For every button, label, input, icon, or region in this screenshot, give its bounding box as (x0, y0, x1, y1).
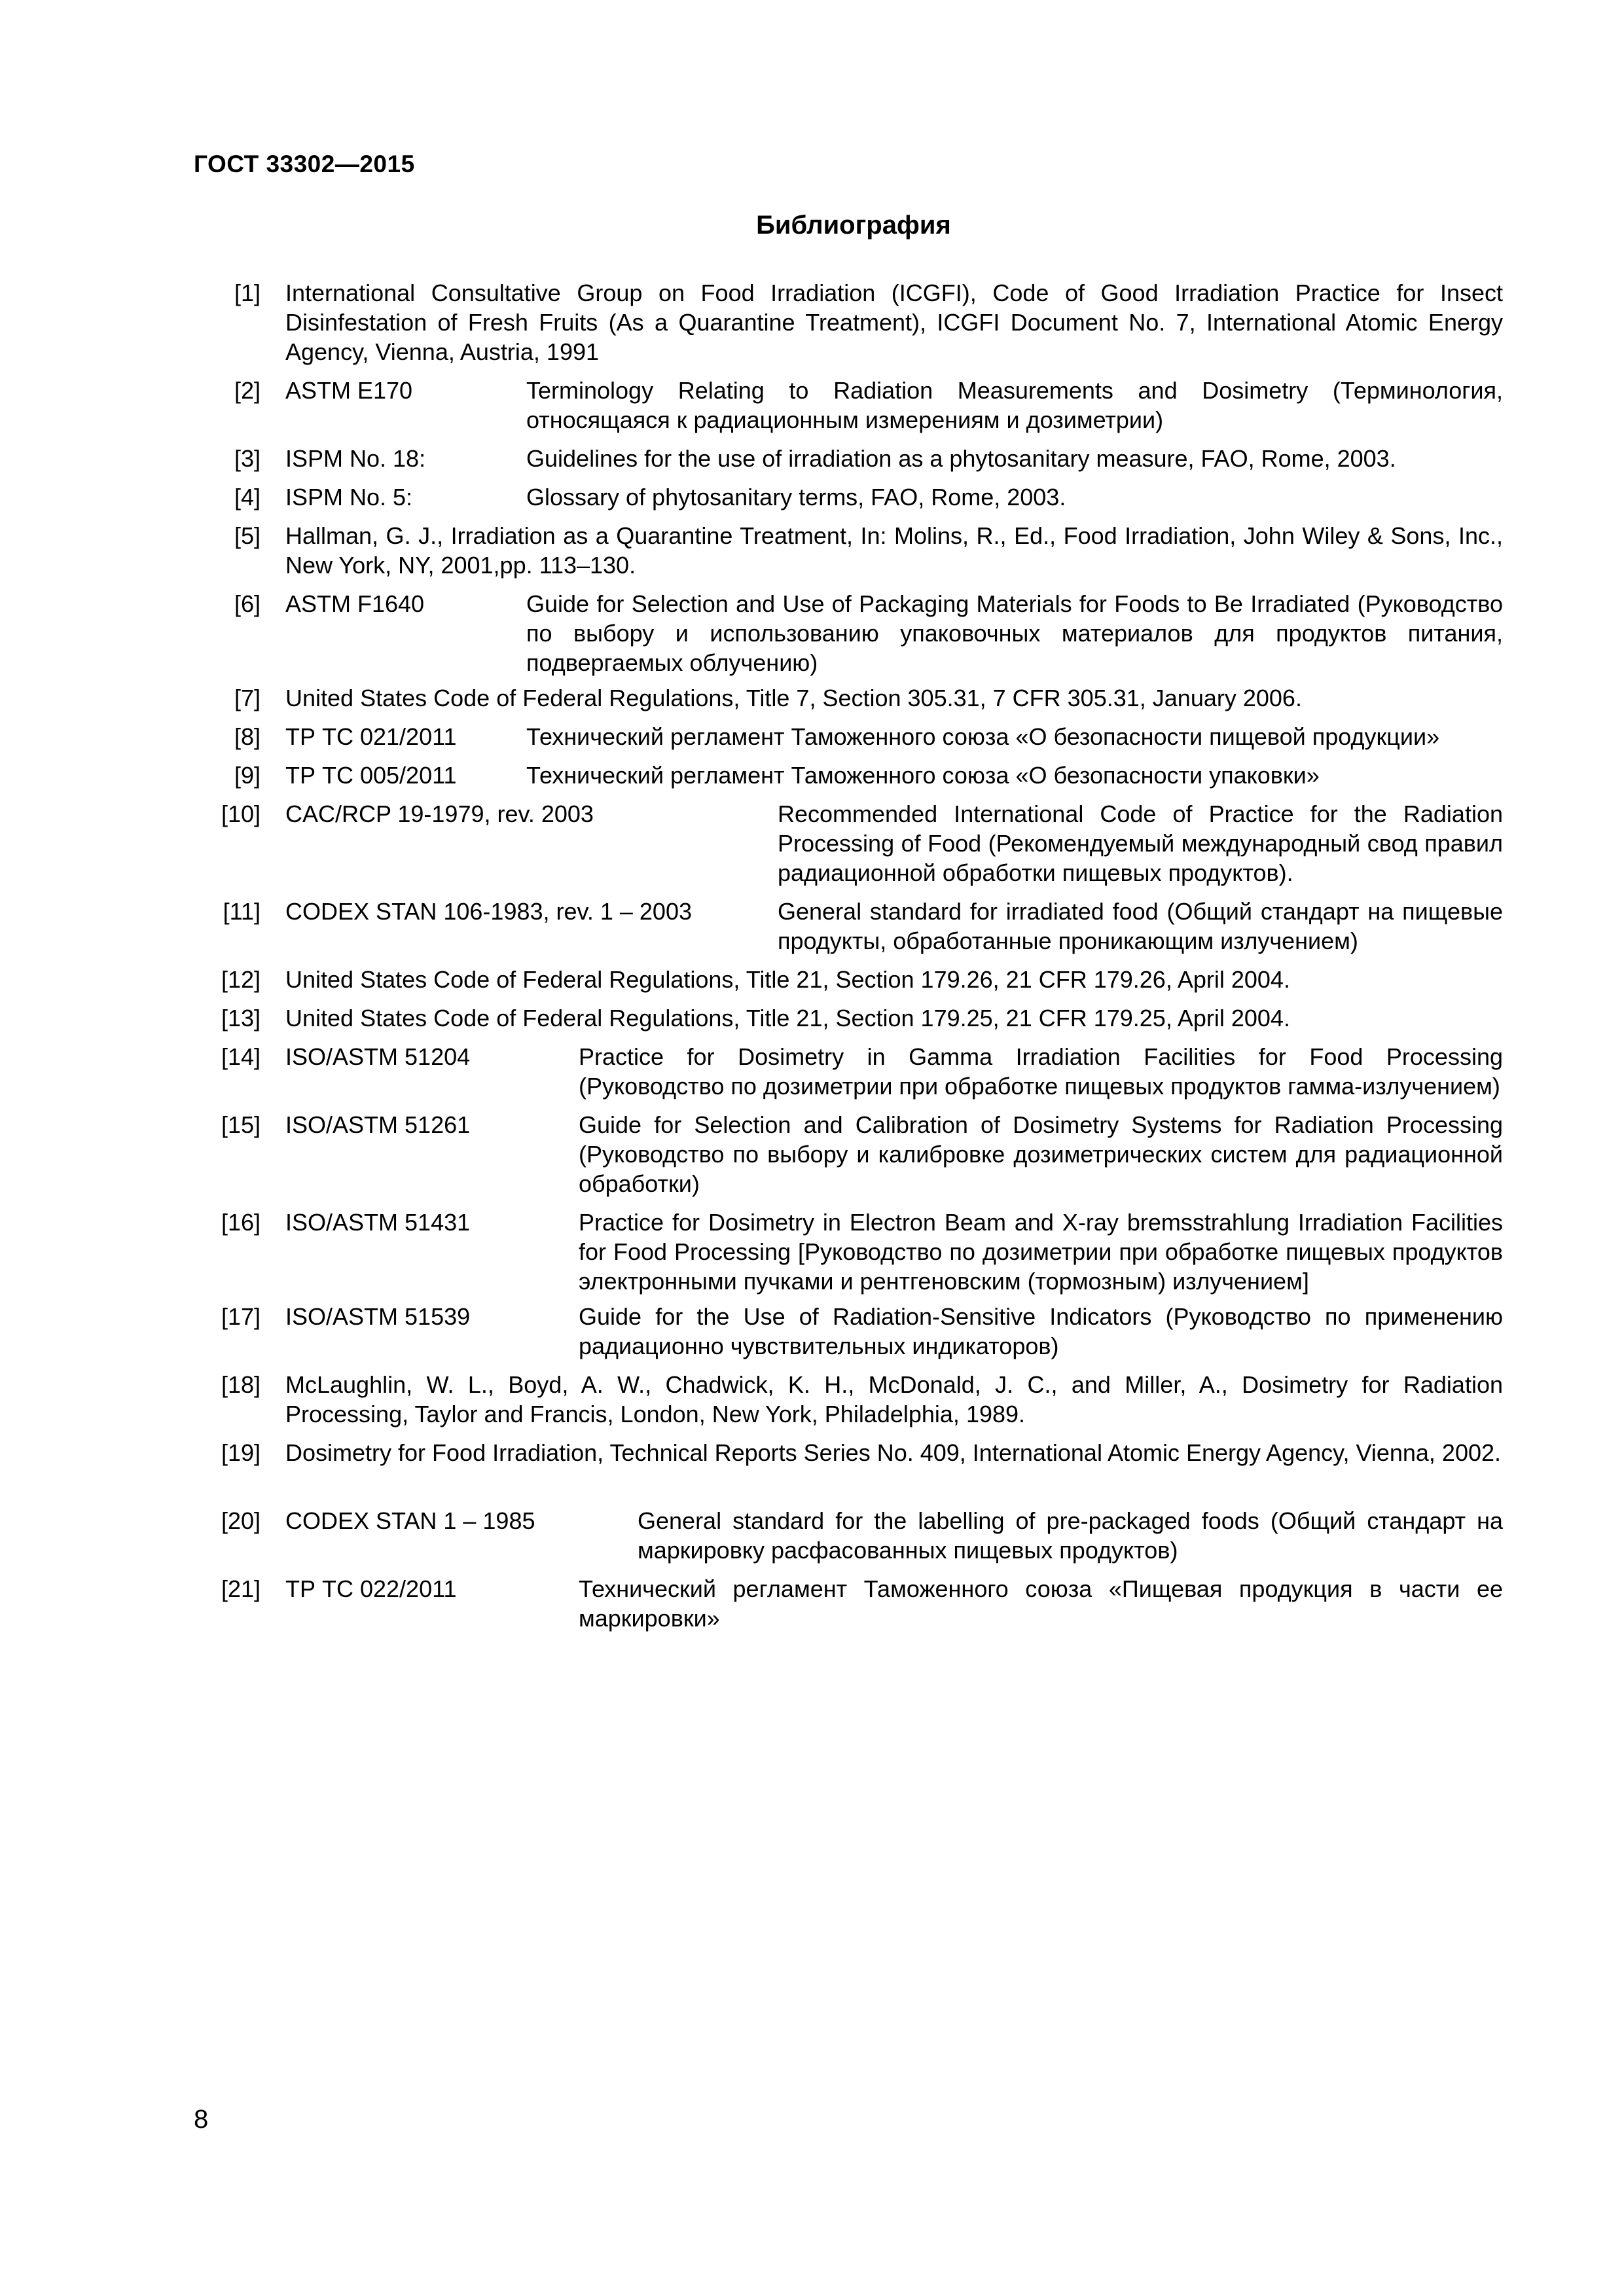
entry-title: Guide for Selection and Calibration of Dosimetry Systems for Radiation Processing (Руководство по выбору и калибровке дозиметрических систем для радиационной обработки) (579, 1111, 1503, 1197)
entry-code: ISPM No. 5: (285, 484, 413, 511)
entry-number: [5] (234, 522, 261, 549)
entry-code: ASTM E170 (285, 377, 413, 404)
entry-number: [13] (221, 1005, 261, 1031)
entry-title: General standard for irradiated food (Общий стандарт на пищевые продукты, обработанные проникающим излучением) (778, 898, 1503, 954)
entry-title: General standard for the labelling of pre-packaged foods (Общий стандарт на маркировку расфасованных пищевых продуктов) (638, 1507, 1503, 1564)
entry-text: Dosimetry for Food Irradiation, Technical Reports Series No. 409, International Atomic Energy Agency, Vienna, 2002. (285, 1439, 1502, 1466)
entry-number: [21] (221, 1575, 261, 1602)
entry-code: CODEX STAN 1 – 1985 (285, 1507, 535, 1534)
entry-code: ISO/ASTM 51261 (285, 1111, 471, 1138)
entry-title: Guide for Selection and Use of Packaging Materials for Foods to Be Irradiated (Руководство по выбору и использованию упаковочных материалов для продуктов питания, подвергаемых облучению) (526, 590, 1503, 676)
entry-number: [8] (234, 723, 261, 750)
entry-code: ТР ТС 022/2011 (285, 1575, 457, 1602)
entry-code: ТР ТС 021/2011 (285, 723, 457, 750)
entry-code: ISO/ASTM 51204 (285, 1043, 471, 1070)
entry-code: ISO/ASTM 51431 (285, 1209, 471, 1236)
entry-number: [18] (221, 1371, 261, 1398)
entry-text: United States Code of Federal Regulations, Title 7, Section 305.31, 7 CFR 305.31, January 2006. (285, 685, 1302, 711)
entry-number: [11] (223, 898, 261, 925)
entry-number: [1] (234, 279, 261, 306)
entry-code: CAC/RCP 19-1979, rev. 2003 (285, 800, 594, 827)
entry-number: [20] (221, 1507, 261, 1534)
entry-title: Технический регламент Таможенного союза «Пищевая продукция в части ее маркировки» (579, 1575, 1503, 1632)
entry-number: [15] (221, 1111, 261, 1138)
entry-title: Технический регламент Таможенного союза «О безопасности пищевой продукции» (526, 723, 1440, 750)
entry-code: ТР ТС 005/2011 (285, 762, 457, 789)
entry-title: Glossary of phytosanitary terms, FAO, Rome, 2003. (526, 484, 1066, 511)
entry-title: Guide for the Use of Radiation-Sensitive Indicators (Руководство по применению радиационно чувствительных индикаторов) (579, 1303, 1503, 1359)
entry-title: Practice for Dosimetry in Gamma Irradiation Facilities for Food Processing (Руководство по дозиметрии при обработке пищевых продуктов гамма-излучением) (579, 1043, 1503, 1100)
entry-text: United States Code of Federal Regulations, Title 21, Section 179.26, 21 CFR 179.26, April 2004. (285, 966, 1290, 993)
entry-text: United States Code of Federal Regulations, Title 21, Section 179.25, 21 CFR 179.25, April 2004. (285, 1005, 1290, 1031)
entry-number: [19] (221, 1439, 261, 1466)
entry-number: [16] (221, 1209, 261, 1236)
entry-code: CODEX STAN 106-1983, rev. 1 – 2003 (285, 898, 692, 925)
bibliography-title: Библиография (756, 211, 951, 240)
entry-number: [14] (221, 1043, 261, 1070)
entry-number: [12] (221, 966, 261, 993)
page-number: 8 (194, 2105, 209, 2134)
entry-number: [6] (234, 590, 261, 617)
entry-number: [17] (221, 1303, 261, 1330)
entry-title: Recommended International Code of Practice for the Radiation Processing of Food (Рекомендуемый международный свод правил радиационной обработки пищевых продуктов). (778, 800, 1503, 886)
entry-number: [7] (234, 685, 261, 711)
entry-code: ISPM No. 18: (285, 445, 426, 472)
entry-number: [3] (234, 445, 261, 472)
entry-title: Practice for Dosimetry in Electron Beam and X-ray bremsstrahlung Irradiation Facilities for Food Processing [Руководство по дозиметрии при обработке пищевых продуктов электронными пучками и рентгеновским (тормозным) излучением] (579, 1209, 1503, 1295)
entry-title: Terminology Relating to Radiation Measurements and Dosimetry (Терминология, относящаяся к радиационным измерениям и дозиметрии) (526, 377, 1503, 433)
entry-text: International Consultative Group on Food Irradiation (ICGFI), Code of Good Irradiation Practice for Insect Disinfestation of Fresh Fruits (As a Quarantine Treatment), ICGFI Document No. 7, International Atomic Energy Agency, Vienna, Austria, 1991 (285, 279, 1503, 365)
entry-code: ASTM F1640 (285, 590, 425, 617)
document-id-header: ГОСТ 33302—2015 (194, 151, 415, 177)
entry-text: McLaughlin, W. L., Boyd, A. W., Chadwick, K. H., McDonald, J. C., and Miller, A., Dosimetry for Radiation Processing, Taylor and Francis, London, New York, Philadelphia, 1989. (285, 1371, 1503, 1427)
entry-number: [2] (234, 377, 261, 404)
entry-text: Hallman, G. J., Irradiation as a Quarantine Treatment, In: Molins, R., Ed., Food Irradiation, John Wiley & Sons, Inc., New York, NY, 2001,pp. 113–130. (285, 522, 1503, 579)
entry-number: [10] (221, 800, 261, 827)
entry-code: ISO/ASTM 51539 (285, 1303, 471, 1330)
entry-title: Guidelines for the use of irradiation as a phytosanitary measure, FAO, Rome, 2003. (526, 445, 1396, 472)
entry-title: Технический регламент Таможенного союза «О безопасности упаковки» (526, 762, 1320, 789)
entry-number: [9] (234, 762, 261, 789)
entry-number: [4] (234, 484, 261, 511)
